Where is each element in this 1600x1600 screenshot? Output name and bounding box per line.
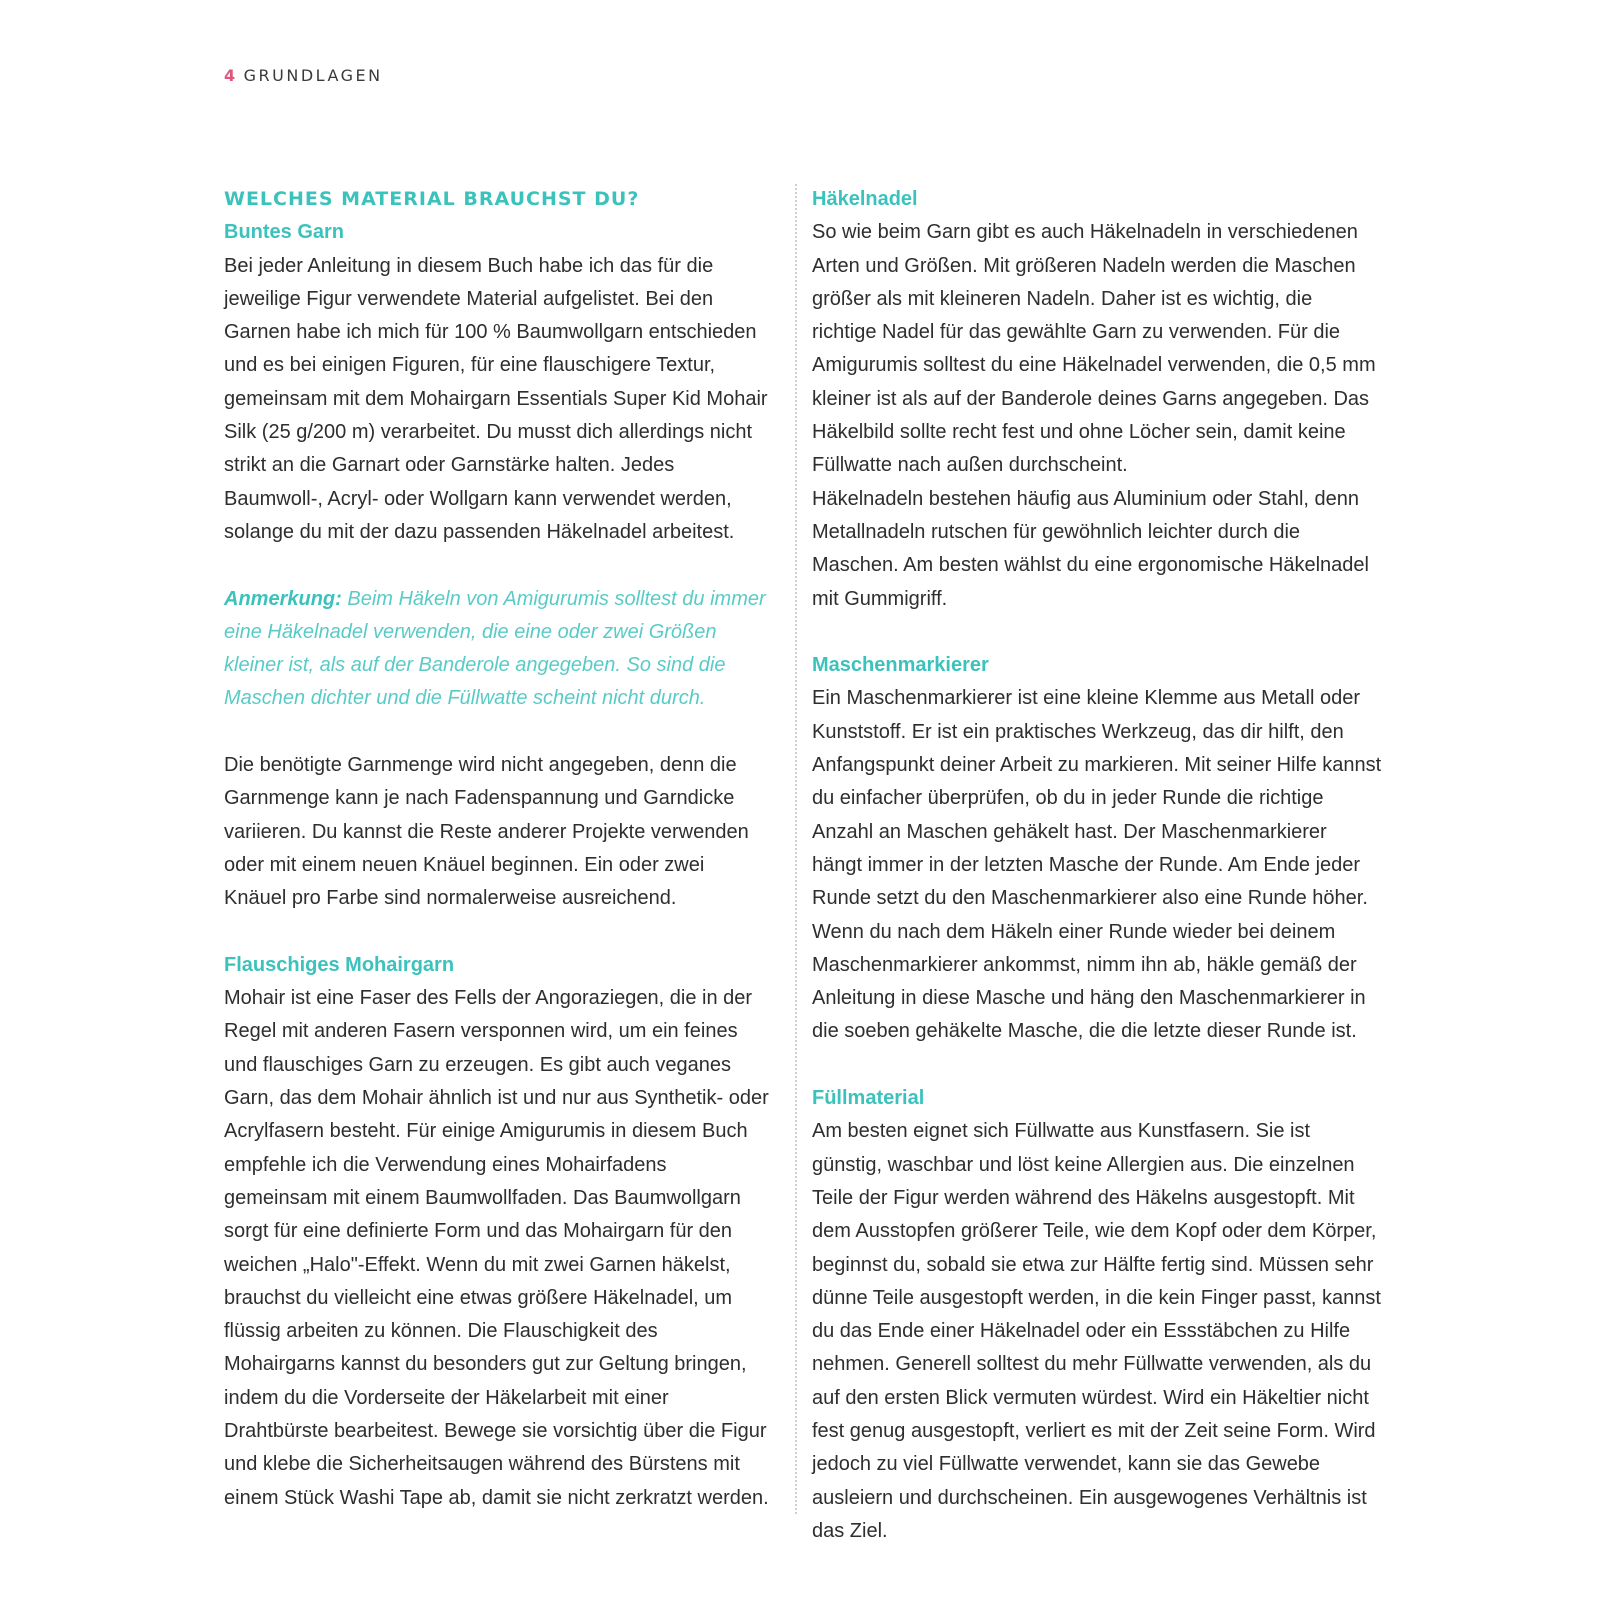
paragraph-fuellmaterial: Am besten eignet sich Füllwatte aus Kunstfasern. Sie ist günstig, waschbar und löst keine Allergien aus. Die einzelnen Teile der Figur werden während des Häkelns ausgestopft. Mit dem Ausstopfen größerer Teile, wie dem Kopf oder dem Körper, beginnst du, sobald sie etwa zur Hälfte fertig sind. Müssen sehr dünne Teile ausgestopft werden, in die kein Finger passt, kannst du das Ende einer Häkelnadel oder ein Essstäbchen zu Hilfe nehmen. Generell solltest du mehr Füllwatte verwenden, als du auf den ersten Blick vermuten würdest. Wird ein Häkeltier nicht fest genug ausgestopft, verliert es mit der Zeit seine Form. Wird jedoch zu viel Füllwatte verwendet, kann sie das Gewebe ausleiern und durchscheinen. Ein ausgewogenes Verhältnis ist das Ziel. [812,1120,1381,1542]
note-label: Anmerkung: [224,587,342,610]
subheading-fuellmaterial: Füllmaterial [812,1087,925,1110]
paragraph-garnmenge: Die benötigte Garnmenge wird nicht angegeben, denn die Garnmenge kann je nach Fadenspannung und Garndicke variieren. Du kannst die Reste anderer Projekte verwenden oder mit einem neuen Knäuel beginnen. Ein oder zwei Knäuel pro Farbe sind normalerweise ausreichend. [224,754,749,910]
section-heading: WELCHES MATERIAL BRAUCHST DU? [224,188,640,210]
paragraph-mohairgarn: Mohair ist eine Faser des Fells der Angoraziegen, die in der Regel mit anderen Fasern versponnen wird, um ein feines und flauschiges Garn zu erzeugen. Es gibt auch veganes Garn, das dem Mohair ähnlich ist und nur aus Synthetik- oder Acrylfasern besteht. Für einige Amigurumis in diesem Buch empfehle ich die Verwendung eines Mohairfadens gemeinsam mit einem Baumwollfaden. Das Baumwollgarn sorgt für eine definierte Form und das Mohairgarn für den weichen „Halo"-Effekt. Wenn du mit zwei Garnen häkelst, brauchst du vielleicht eine etwas größere Häkelnadel, um flüssig arbeiten zu können. Die Flauschigkeit des Mohairgarns kannst du besonders gut zur Geltung bringen, indem du die Vorderseite der Häkelarbeit mit einer Drahtbürste bearbeitest. Bewege sie vorsichtig über die Figur und klebe die Sicherheitsaugen während des Bürstens mit einem Stück Washi Tape ab, damit sie nicht zerkratzt werden. [224,987,769,1509]
note-text: Beim Häkeln von Amigurumis solltest du immer eine Häkelnadel verwenden, die eine oder zwei Größen kleiner ist, als auf der Banderole angegeben. So sind die Maschen dichter und die Füllwatte scheint nicht durch. [224,587,766,710]
paragraph-haekelnadel-2: Häkelnadeln bestehen häufig aus Aluminium oder Stahl, denn Metallnadeln rutschen für gewöhnlich leichter durch die Maschen. Am besten wählst du eine ergonomische Häkelnadel mit Gummigriff. [812,487,1369,610]
subheading-mohairgarn: Flauschiges Mohairgarn [224,953,455,976]
subheading-haekelnadel: Häkelnadel [812,188,918,210]
paragraph-haekelnadel-1: So wie beim Garn gibt es auch Häkelnadeln in verschiedenen Arten und Größen. Mit größeren Nadeln werden die Maschen größer als mit kleineren Nadeln. Daher ist es wichtig, die richtige Nadel für das gewählte Garn zu verwenden. Für die Amigurumis solltest du eine Häkelnadel verwenden, die 0,5 mm kleiner ist als auf der Banderole deines Garns angegeben. Das Häkelbild sollte recht fest und ohne Löcher sein, damit keine Füllwatte nach außen durchscheint. [812,221,1376,477]
paragraph-maschenmarkierer: Ein Maschenmarkierer ist eine kleine Klemme aus Metall oder Kunststoff. Er ist ein praktisches Werkzeug, das dir hilft, den Anfangspunkt deiner Arbeit zu markieren. Mit seiner Hilfe kannst du einfacher überprüfen, ob du in jeder Runde die richtige Anzahl an Maschen gehäkelt hast. Der Maschenmarkierer hängt immer in der letzten Masche der Runde. Am Ende jeder Runde setzt du den Maschenmarkierer also eine Runde höher. Wenn du nach dem Häkeln einer Runde wieder bei deinem Maschenmarkierer ankommst, nimm ihn ab, häkle gemäß der Anleitung in diese Masche und häng den Maschenmarkierer in die soeben gehäkelte Masche, die die letzte dieser Runde ist. [812,687,1382,1043]
page-number: 4 [224,66,238,85]
column-divider [795,184,797,1514]
subheading-buntes-garn: Buntes Garn [224,221,345,244]
paragraph-buntes-garn: Bei jeder Anleitung in diesem Buch habe ich das für die jeweilige Figur verwendete Material aufgelistet. Bei den Garnen habe ich mich für 100 % Baumwollgarn entschieden und es bei einigen Figuren, für eine flauschigere Textur, gemeinsam mit dem Mohairgarn Essentials Super Kid Mohair Silk (25 g/200 m) verarbeitet. Du musst dich allerdings nicht strikt an die Garnart oder Garnstärke halten. Jedes Baumwoll-, Acryl- oder Wollgarn kann verwendet werden, solange du mit der dazu passenden Häkelnadel arbeitest. [224,254,768,543]
chapter-name: GRUNDLAGEN [243,66,383,85]
left-column [224,183,772,1515]
subheading-maschenmarkierer: Maschenmarkierer [812,654,989,677]
note-box [224,583,772,716]
right-column [812,183,1382,1548]
running-header [224,66,383,85]
